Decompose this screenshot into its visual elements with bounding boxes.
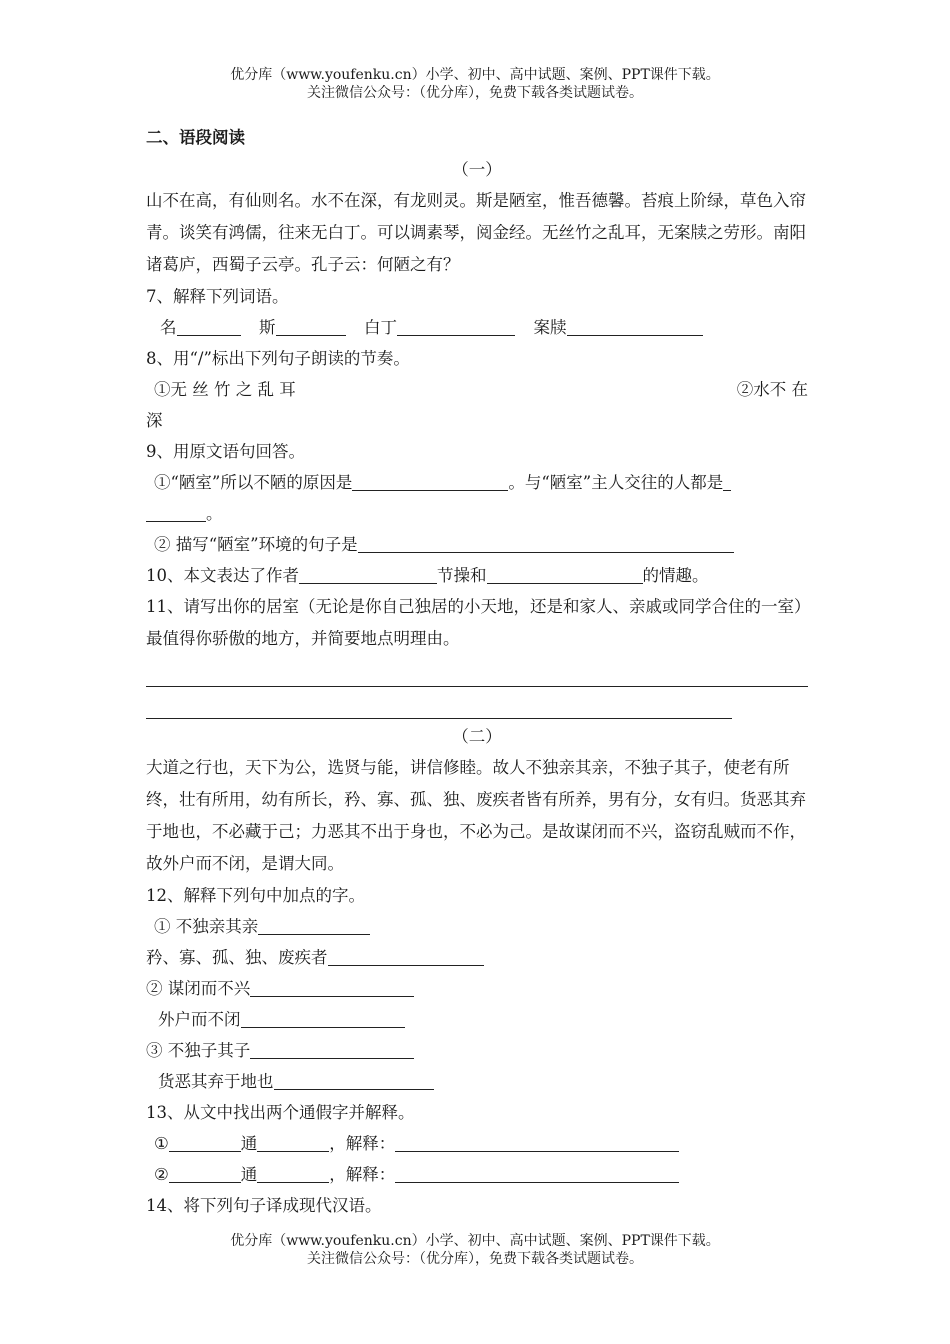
q8-sentence-2: ②水不 在 — [736, 380, 808, 399]
q12-item-4-text: 外户而不闭 — [158, 1010, 241, 1029]
q9-blank-2a[interactable] — [723, 472, 731, 491]
q13-item-1-tong: 通 — [240, 1134, 258, 1153]
q7-word-2: 斯 — [259, 318, 276, 337]
q12-item-5-text: ③ 不独子其子 — [146, 1041, 251, 1060]
q8-sentence-2-cont: 深 — [146, 411, 163, 430]
part1-label: （一） — [452, 160, 502, 179]
q13-blank-1b[interactable] — [257, 1133, 329, 1152]
q12-item-6-text: 货恶其弃于地也 — [158, 1072, 274, 1091]
q12-item-3-text: ② 谋闭而不兴 — [146, 979, 251, 998]
section-title: 二、语段阅读 — [146, 128, 245, 147]
q9-item-1-end: 。 — [206, 504, 223, 523]
q12-blank-3[interactable] — [250, 978, 414, 997]
q9-item-2 — [146, 529, 808, 560]
q9-item-1 — [146, 467, 808, 498]
q7-blank-4[interactable] — [567, 317, 703, 336]
q12-item-6 — [146, 1066, 808, 1097]
q9-blank-1[interactable] — [352, 472, 508, 491]
q12-blank-2[interactable] — [328, 947, 484, 966]
q7-answers — [146, 312, 808, 343]
q13-blank-2c[interactable] — [395, 1164, 679, 1183]
q9-item-1-text: ①“陋室”所以不陋的原因是 — [154, 473, 353, 492]
q10-text-3: 的情趣。 — [642, 566, 709, 585]
page-footer — [0, 1232, 950, 1268]
q13-item-1 — [146, 1128, 808, 1159]
q9-item-1-text-2: 。与“陋室”主人交往的人都是 — [508, 473, 724, 492]
header-line-1: 优分库（www.youfenku.cn）小学、初中、高中试题、案例、PPT课件下载。 — [230, 67, 720, 83]
part1-passage: 山不在高，有仙则名。水不在深，有龙则灵。斯是陋室，惟吾德馨。苔痕上阶绿，草色入帘青。谈笑有鸿儒，往来无白丁。可以调素琴，阅金经。无丝竹之乱耳，无案牍之劳形。南阳诸葛庐，西蜀子云亭。孔子云：何陋之有？ — [146, 191, 806, 274]
q11-stem: 11、请写出你的居室（无论是你自己独居的小天地，还是和家人、亲戚或同学合住的一室）最值得你骄傲的地方，并简要地点明理由。 — [146, 597, 803, 648]
q12-item-2 — [146, 942, 808, 973]
q12-blank-6[interactable] — [274, 1071, 434, 1090]
q7-blank-2[interactable] — [276, 317, 346, 336]
q12-blank-5[interactable] — [250, 1040, 414, 1059]
q10-text-1: 10、本文表达了作者 — [146, 566, 299, 585]
q12-item-3 — [146, 973, 808, 1004]
q13-item-2 — [146, 1159, 808, 1190]
q8-sentence-1: ①无 丝 竹 之 乱 耳 — [154, 380, 296, 399]
q12-item-1 — [146, 911, 808, 942]
q8-stem: 8、用“/”标出下列句子朗读的节奏。 — [146, 349, 410, 368]
reading-section — [146, 124, 808, 1221]
q10-blank-1[interactable] — [299, 565, 437, 584]
q9-blank-2b[interactable] — [146, 503, 206, 522]
q13-item-2-jieshi: ，解释： — [329, 1165, 396, 1184]
q13-stem: 13、从文中找出两个通假字并解释。 — [146, 1103, 415, 1122]
q13-blank-2b[interactable] — [257, 1164, 329, 1183]
q13-item-2-tong: 通 — [240, 1165, 258, 1184]
part2-passage: 大道之行也，天下为公，选贤与能，讲信修睦。故人不独亲其亲，不独子其子，使老有所终，壮有所用，幼有所长，矜、寡、孤、独、废疾者皆有所养，男有分，女有归。货恶其弃于地也，不必藏于己；力恶其不出于身也，不必为己。是故谋闭而不兴，盗窃乱贼而不作，故外户而不闭，是谓大同。 — [146, 758, 806, 873]
part2-label: （二） — [452, 727, 502, 746]
q14-stem: 14、将下列句子译成现代汉语。 — [146, 1196, 382, 1215]
q7-blank-3[interactable] — [397, 317, 515, 336]
q7-stem: 7、解释下列词语。 — [146, 287, 289, 306]
q9-item-1-cont — [146, 498, 808, 529]
q12-item-2-text: 矜、寡、孤、独、废疾者 — [146, 948, 328, 967]
q12-item-1-text: ① 不独亲其亲 — [154, 917, 259, 936]
footer-line-1: 优分库（www.youfenku.cn）小学、初中、高中试题、案例、PPT课件下载。 — [230, 1233, 720, 1249]
q13-blank-1a[interactable] — [169, 1133, 241, 1152]
header-line-2: 关注微信公众号：（优分库），免费下载各类试题试卷。 — [307, 85, 643, 101]
page-header — [0, 66, 950, 102]
q11-answer-line-1[interactable] — [146, 655, 808, 687]
q7-word-1: 名 — [160, 318, 177, 337]
q13-item-1-num: ① — [154, 1134, 169, 1153]
q13-item-2-num: ② — [154, 1165, 169, 1184]
q7-blank-1[interactable] — [177, 317, 241, 336]
q12-blank-4[interactable] — [241, 1009, 405, 1028]
q13-blank-1c[interactable] — [395, 1133, 679, 1152]
q7-word-3: 白丁 — [364, 318, 397, 337]
q10-text-2: 节操和 — [437, 566, 487, 585]
q10 — [146, 560, 808, 591]
q11-answer-line-2[interactable] — [146, 687, 732, 719]
q12-item-5 — [146, 1035, 808, 1066]
q9-blank-3[interactable] — [358, 534, 734, 553]
q13-item-1-jieshi: ，解释： — [329, 1134, 396, 1153]
q12-item-4 — [146, 1004, 808, 1035]
q10-blank-2[interactable] — [487, 565, 643, 584]
q12-blank-1[interactable] — [258, 916, 370, 935]
q12-stem: 12、解释下列句中加点的字。 — [146, 886, 365, 905]
q9-item-2-text: ② 描写“陋室”环境的句子是 — [154, 535, 358, 554]
q8-sentences — [146, 374, 808, 405]
q7-word-4: 案牍 — [533, 318, 567, 337]
q9-stem: 9、用原文语句回答。 — [146, 442, 305, 461]
footer-line-2: 关注微信公众号：（优分库），免费下载各类试题试卷。 — [307, 1251, 643, 1267]
q13-blank-2a[interactable] — [169, 1164, 241, 1183]
